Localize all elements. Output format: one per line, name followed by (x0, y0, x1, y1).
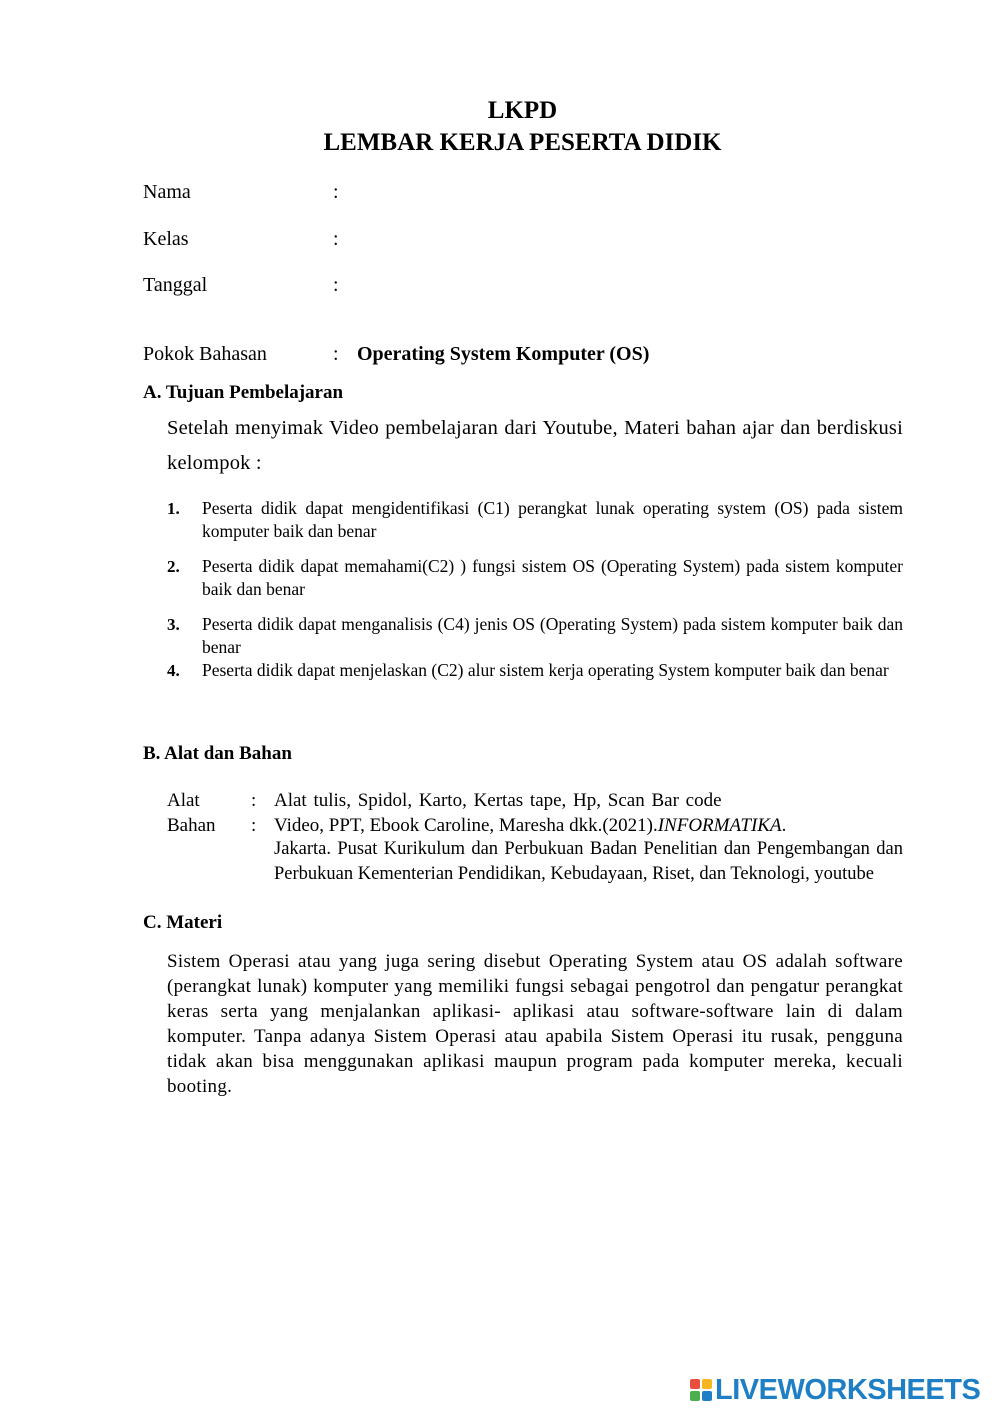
alat-colon: : (251, 790, 257, 811)
objective-text: Peserta didik dapat mengidentifikasi (C1) perangkat lunak operating system (OS) pada sistem komputer baik dan benar (202, 498, 903, 541)
class-colon: : (333, 228, 339, 250)
liveworksheets-logo (690, 1374, 980, 1406)
page-title-line1: LKPD (487, 97, 558, 124)
objective-text: Peserta didik dapat memahami(C2) ) fungsi sistem OS (Operating System) pada sistem komputer baik dan benar (202, 556, 903, 599)
topic-label: Pokok Bahasan (143, 343, 267, 365)
bahan-value-line1 (274, 813, 786, 838)
bahan-value-part2: . (781, 815, 787, 836)
alat-label: Alat (167, 790, 200, 811)
logo-square (702, 1391, 712, 1401)
topic-colon: : (333, 343, 339, 365)
logo-square (690, 1379, 700, 1389)
topic-value: Operating System Komputer (OS) (357, 343, 650, 365)
section-c-heading: C. Materi (143, 912, 223, 933)
objective-number: 1. (167, 499, 180, 518)
bahan-value-italic: INFORMATIKA (657, 815, 782, 836)
date-colon: : (333, 274, 339, 296)
date-label: Tanggal (143, 274, 208, 296)
objective-number: 3. (167, 615, 180, 634)
logo-square (702, 1379, 712, 1389)
logo-text: LIVEWORKSHEETS (715, 1374, 981, 1406)
class-label: Kelas (143, 228, 189, 250)
bahan-label: Bahan (167, 815, 216, 836)
objective-number: 2. (167, 557, 180, 576)
logo-square (690, 1391, 700, 1401)
section-c-body: Sistem Operasi atau yang juga sering disebut Operating System atau OS adalah software (perangkat lunak) komputer yang memiliki fungsi sebagai pengotrol dan pengatur perangkat keras serta yang menjalankan aplikasi- aplikasi atau software-software lain di dalam komputer. Tanpa adanya Sistem Operasi atau apabila Sistem Operasi itu rusak, pengguna tidak akan bisa menggunakan aplikasi maupun program pada komputer mereka, kecuali booting. (167, 951, 903, 1097)
name-label: Nama (143, 181, 191, 203)
page-title-line2: LEMBAR KERJA PESERTA DIDIK (323, 129, 722, 156)
alat-value: Alat tulis, Spidol, Karto, Kertas tape, Hp, Scan Bar code (274, 790, 722, 811)
section-a-intro: Setelah menyimak Video pembelajaran dari Youtube, Materi bahan ajar dan berdiskusi kelompok : (167, 417, 903, 474)
section-a-heading: A. Tujuan Pembelajaran (143, 382, 344, 403)
bahan-value-part1: Video, PPT, Ebook Caroline, Maresha dkk.(2021). (274, 815, 658, 836)
objective-text: Peserta didik dapat menganalisis (C4) jenis OS (Operating System) pada sistem komputer baik dan benar (202, 614, 903, 657)
logo-mark-icon (690, 1379, 712, 1401)
objective-text: Peserta didik dapat menjelaskan (C2) alur sistem kerja operating System komputer baik dan benar (202, 660, 889, 680)
section-b-heading: B. Alat dan Bahan (143, 743, 292, 764)
bahan-colon: : (251, 815, 257, 836)
objective-number: 4. (167, 661, 180, 680)
bahan-value-rest: Jakarta. Pusat Kurikulum dan Perbukuan Badan Penelitian dan Pengembangan dan Perbukuan Kementerian Pendidikan, Kebudayaan, Riset, dan Teknologi, youtube (274, 839, 903, 884)
name-colon: : (333, 181, 339, 203)
